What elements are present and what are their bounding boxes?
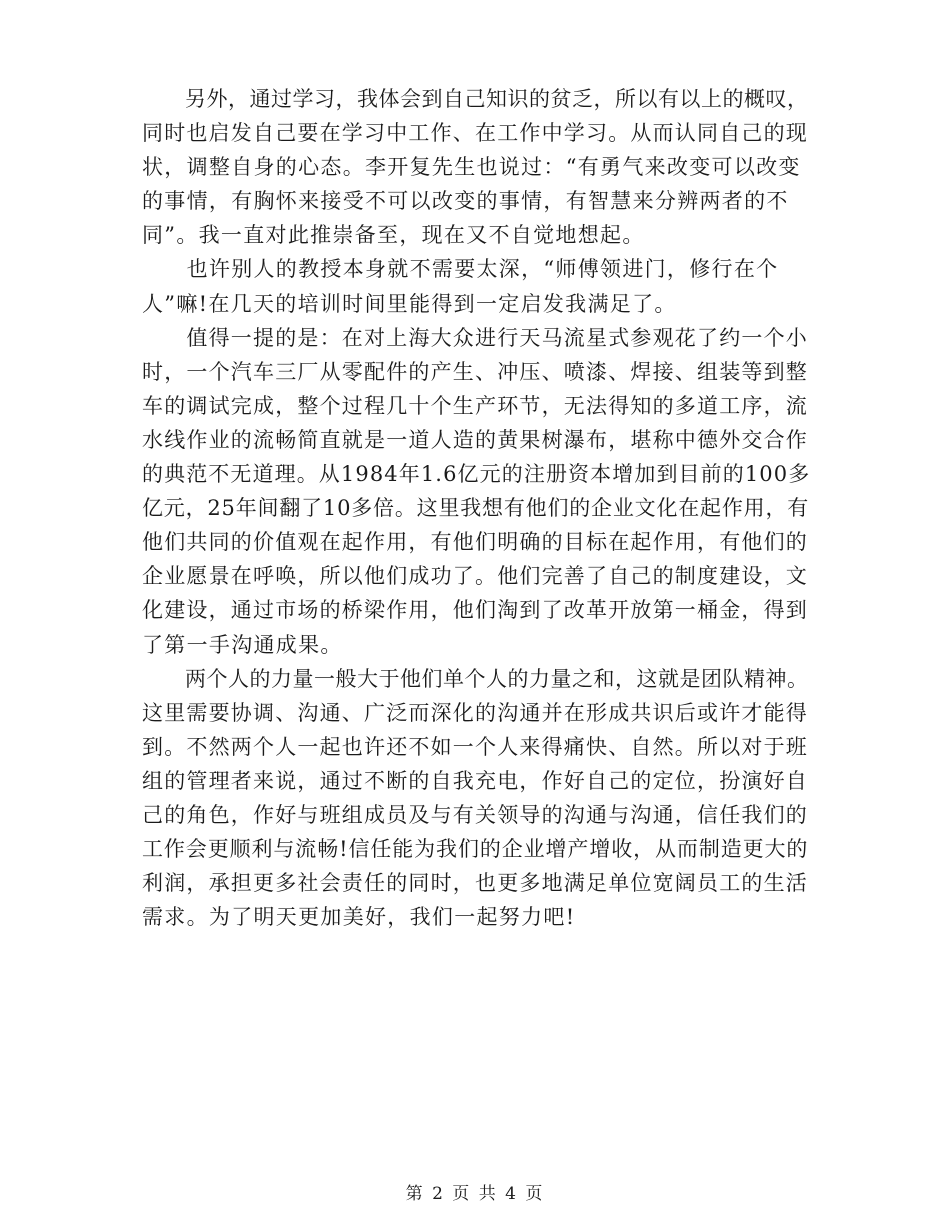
- text-line: 另外，通过学习，我体会到自己知识的贫乏，所以有以上的概叹，: [142, 87, 809, 111]
- text-line: 组的管理者来说，通过不断的自我充电，作好自己的定位，扮演好自: [142, 768, 808, 793]
- text-line: 需求。为了明天更加美好，我们一起努力吧!: [142, 905, 576, 930]
- text-line: 的典范不无道理。从1984年1.6亿元的注册资本增加到目前的100多: [142, 462, 811, 487]
- text-line: 的事情，有胸怀来接受不可以改变的事情，有智慧来分辨两者的不: [142, 189, 789, 214]
- text-line: 己的角色，作好与班组成员及与有关领导的沟通与沟通，信任我们的: [142, 802, 808, 827]
- text-line: 工作会更顺利与流畅!信任能为我们的企业增产增收，从而制造更大的: [142, 837, 809, 862]
- text-line: 化建设，通过市场的桥梁作用，他们淘到了改革开放第一桶金，得到: [142, 598, 808, 623]
- text-line: 同”。我一直对此推崇备至，现在又不自觉地想起。: [142, 223, 645, 248]
- text-line: 同时也启发自己要在学习中工作、在工作中学习。从而认同自己的现: [142, 121, 808, 146]
- text-line: 到。不然两个人一起也许还不如一个人来得痛快、自然。所以对于班: [142, 734, 808, 759]
- text-line: 人”嘛!在几天的培训时间里能得到一定启发我满足了。: [142, 291, 677, 316]
- text-line: 这里需要协调、沟通、广泛而深化的沟通并在形成共识后或许才能得: [142, 700, 808, 725]
- text-line: 时，一个汽车三厂从零配件的产生、冲压、喷漆、焊接、组装等到整: [142, 359, 808, 384]
- text-line: 水线作业的流畅简直就是一道人造的黄果树瀑布，堪称中德外交合作: [142, 427, 808, 452]
- text-line: 企业愿景在呼唤，所以他们成功了。他们完善了自己的制度建设，文: [142, 564, 808, 589]
- text-line: 车的调试完成，整个过程几十个生产环节，无法得知的多道工序，流: [142, 393, 808, 418]
- text-line: 状，调整自身的心态。李开复先生也说过：“有勇气来改变可以改变: [142, 155, 801, 180]
- text-line: 也许别人的教授本身就不需要太深，“师傅领进门，修行在个: [142, 257, 779, 282]
- text-line: 他们共同的价值观在起作用，有他们明确的目标在起作用，有他们的: [142, 530, 808, 555]
- text-line: 利润，承担更多社会责任的同时，也更多地满足单位宽阔员工的生活: [142, 871, 808, 896]
- text-line: 了第一手沟通成果。: [142, 632, 343, 657]
- page-number-footer: 第 2 页 共 4 页: [405, 1184, 545, 1204]
- text-line: 两个人的力量一般大于他们单个人的力量之和，这就是团队精神。: [142, 666, 809, 691]
- text-line: 亿元，25年间翻了10多倍。这里我想有他们的企业文化在起作用，有: [142, 496, 810, 521]
- body-text: [142, 82, 810, 934]
- text-line: 值得一提的是：在对上海大众进行天马流星式参观花了约一个小: [142, 325, 808, 350]
